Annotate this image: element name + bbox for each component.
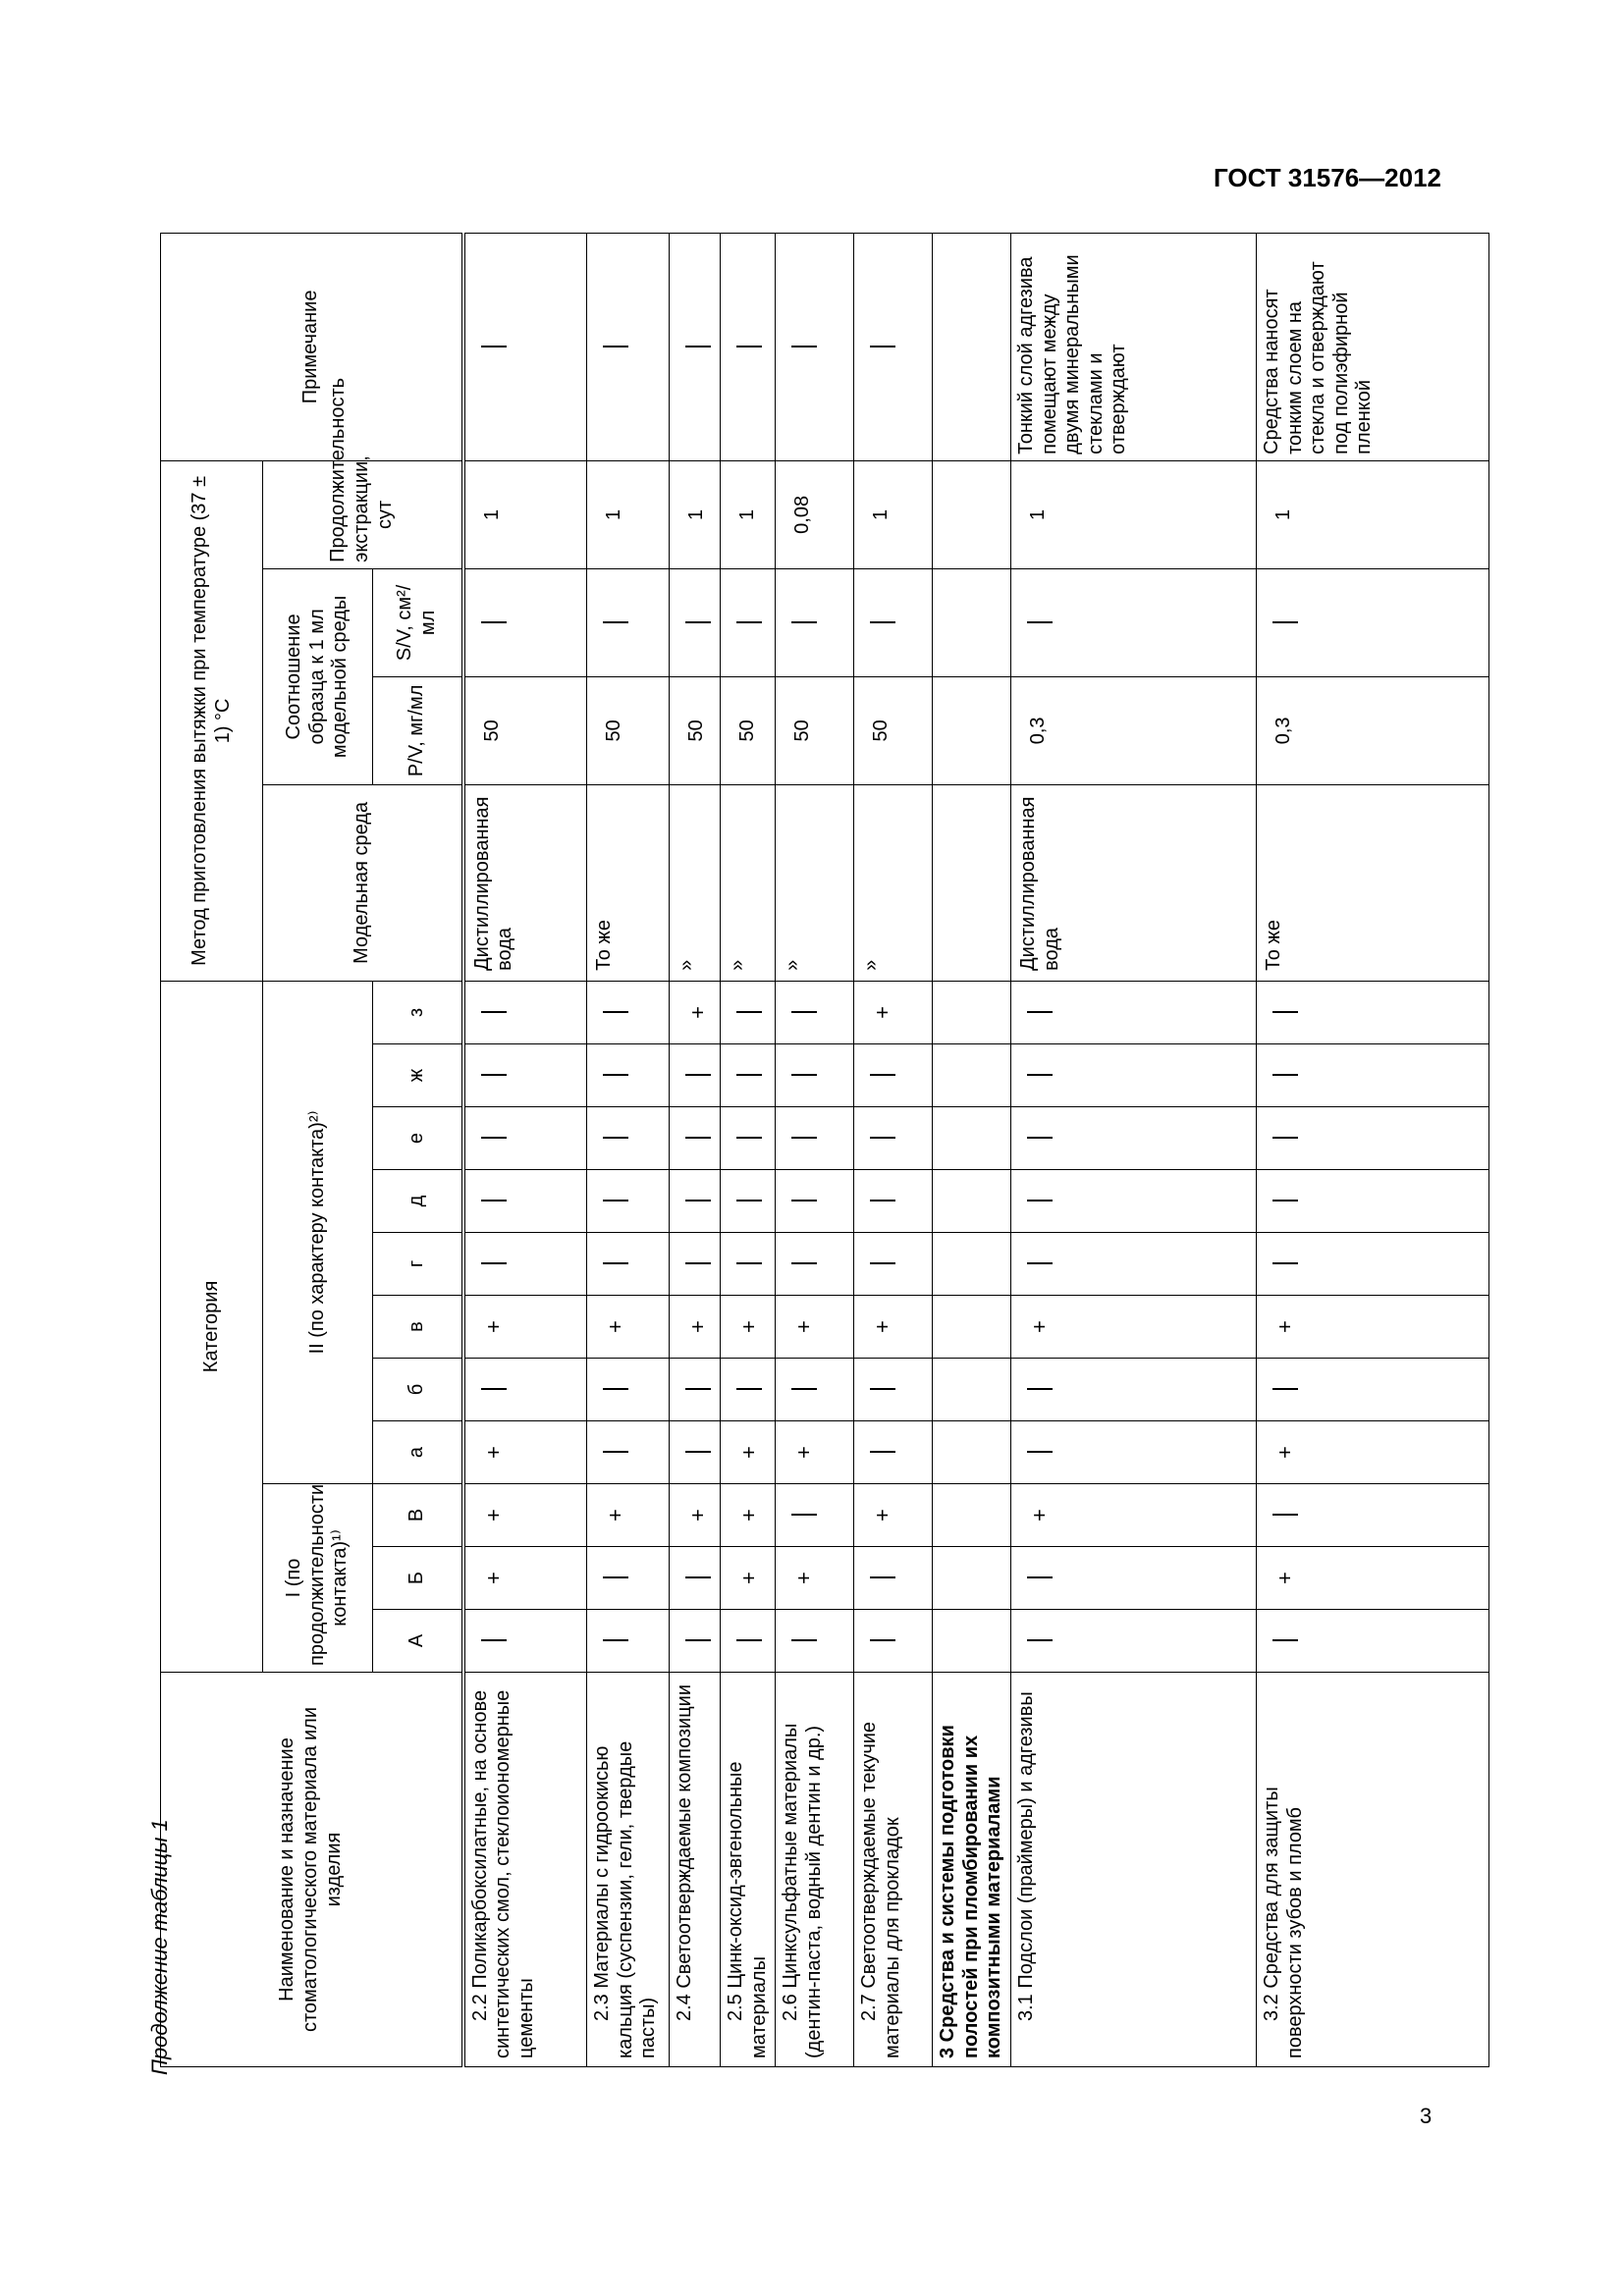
dash-mark (736, 1640, 762, 1642)
category-mark-cell (933, 1359, 1011, 1421)
dash-mark (685, 1263, 711, 1265)
category-mark-cell (854, 1610, 933, 1673)
dash-mark (791, 1201, 817, 1202)
duration-cell (933, 460, 1011, 568)
category-mark-cell (776, 1610, 854, 1673)
dash-mark (603, 1577, 628, 1579)
category-mark-cell (1010, 1484, 1256, 1547)
table-row (670, 233, 721, 2066)
dash-mark (1027, 1263, 1053, 1265)
medium-cell: То же (587, 784, 670, 981)
category-mark-cell (854, 1421, 933, 1484)
category-mark-cell (776, 1484, 854, 1547)
category-mark-cell (463, 1547, 587, 1610)
dash-mark (481, 1389, 507, 1391)
dash-mark (603, 1640, 628, 1642)
category-mark-cell (463, 1610, 587, 1673)
pv-cell: 50 (854, 676, 933, 784)
category-mark-cell (587, 1107, 670, 1170)
plus-mark: + (736, 1509, 761, 1522)
dash-mark (791, 346, 817, 347)
category-mark-cell (670, 981, 721, 1043)
category-mark-cell (854, 1044, 933, 1107)
dash-mark (791, 1640, 817, 1642)
medium-cell: Дистиллированная вода (1010, 784, 1256, 981)
category-mark-cell (587, 1610, 670, 1673)
dash-mark (791, 1389, 817, 1391)
note-cell (776, 233, 854, 460)
header-sv: S/V, см²/мл (373, 568, 463, 676)
dash-mark (603, 1263, 628, 1265)
dash-mark (481, 1138, 507, 1140)
dash-mark (791, 1138, 817, 1140)
category-mark-cell (1256, 1044, 1488, 1107)
category-mark-cell (721, 1421, 776, 1484)
header-cat2-col: з (373, 981, 463, 1043)
table-row (1010, 233, 1256, 2066)
material-name-cell: 3.1 Подслои (праймеры) и адгезивы (1010, 1673, 1256, 2067)
dash-mark (736, 1263, 762, 1265)
category-mark-cell (776, 1233, 854, 1296)
category-mark-cell (1256, 981, 1488, 1043)
dash-mark (685, 1201, 711, 1202)
category-mark-cell (933, 1421, 1011, 1484)
table-row (1256, 233, 1488, 2066)
sv-cell (721, 568, 776, 676)
header-method: Метод приготовления вытяжки при температуре (37 ± 1) °С (161, 460, 263, 981)
dash-mark (685, 1138, 711, 1140)
plus-mark: + (870, 1320, 895, 1333)
category-mark-cell (1256, 1233, 1488, 1296)
category-mark-cell (776, 1107, 854, 1170)
dash-mark (870, 1201, 895, 1202)
category-mark-cell (1010, 1170, 1256, 1233)
dash-mark (736, 1389, 762, 1391)
category-mark-cell (721, 1170, 776, 1233)
category-mark-cell (463, 1107, 587, 1170)
duration-cell: 1 (721, 460, 776, 568)
category-mark-cell (776, 1296, 854, 1359)
category-mark-cell (463, 1359, 587, 1421)
category-mark-cell (1010, 981, 1256, 1043)
category-mark-cell (721, 981, 776, 1043)
category-mark-cell (933, 1296, 1011, 1359)
table-row (463, 233, 587, 2066)
medium-cell: » (776, 784, 854, 981)
category-mark-cell (1010, 1044, 1256, 1107)
dash-mark (685, 346, 711, 347)
header-cat1-col: В (373, 1484, 463, 1547)
dash-mark (736, 1011, 762, 1013)
category-mark-cell (463, 1044, 587, 1107)
category-mark-cell (776, 1044, 854, 1107)
category-mark-cell (463, 1170, 587, 1233)
dash-mark (1027, 1011, 1053, 1013)
material-name-cell: 2.6 Цинксульфатные материалы (дентин-паста, водный дентин и др.) (776, 1673, 854, 2067)
header-note: Примечание (161, 233, 463, 460)
dash-mark (736, 1201, 762, 1202)
category-mark-cell (670, 1484, 721, 1547)
category-mark-cell (721, 1359, 776, 1421)
category-mark-cell (776, 981, 854, 1043)
header-cat2-col: а (373, 1421, 463, 1484)
category-mark-cell (933, 1547, 1011, 1610)
medium-cell: Дистиллированная вода (463, 784, 587, 981)
header-cat1-col: Б (373, 1547, 463, 1610)
category-mark-cell (721, 1296, 776, 1359)
dash-mark (685, 1075, 711, 1077)
category-mark-cell (721, 1107, 776, 1170)
category-mark-cell (933, 1044, 1011, 1107)
dash-mark (870, 1138, 895, 1140)
category-mark-cell (587, 1421, 670, 1484)
dash-mark (603, 1075, 628, 1077)
category-mark-cell (670, 1107, 721, 1170)
category-mark-cell (670, 1170, 721, 1233)
header-duration: Продолжительность экстракции, сут (263, 460, 463, 568)
note-cell (587, 233, 670, 460)
pv-cell: 50 (587, 676, 670, 784)
plus-mark: + (480, 1572, 506, 1584)
dash-mark (1027, 1201, 1053, 1202)
plus-mark: + (480, 1320, 506, 1333)
dash-mark (736, 346, 762, 347)
duration-cell: 1 (1010, 460, 1256, 568)
category-mark-cell (1010, 1421, 1256, 1484)
category-mark-cell (463, 981, 587, 1043)
dash-mark (791, 621, 817, 623)
dash-mark (1272, 1075, 1298, 1077)
material-name-cell: 2.3 Материалы с гидроокисью кальция (суспензии, гели, твердые пасты) (587, 1673, 670, 2067)
header-category: Категория (161, 981, 263, 1672)
dash-mark (791, 1011, 817, 1013)
materials-table (160, 233, 1489, 2067)
table-row (854, 233, 933, 2066)
category-mark-cell (670, 1610, 721, 1673)
dash-mark (603, 1138, 628, 1140)
table-row (776, 233, 854, 2066)
category-mark-cell (854, 1484, 933, 1547)
dash-mark (870, 1263, 895, 1265)
note-cell (670, 233, 721, 460)
dash-mark (1027, 1138, 1053, 1140)
sv-cell (463, 568, 587, 676)
dash-mark (685, 1640, 711, 1642)
dash-mark (481, 1201, 507, 1202)
category-mark-cell (776, 1547, 854, 1610)
category-mark-cell (1256, 1107, 1488, 1170)
duration-cell: 1 (854, 460, 933, 568)
category-mark-cell (1010, 1547, 1256, 1610)
table-continuation-label: Продолжение таблицы 1 (147, 1819, 172, 2075)
dash-mark (1027, 1075, 1053, 1077)
category-mark-cell (854, 1547, 933, 1610)
sv-cell (854, 568, 933, 676)
dash-mark (685, 1389, 711, 1391)
material-name-cell: 2.2 Поликарбоксилатные, на основе синтетических смол, стеклоиономерные цементы (463, 1673, 587, 2067)
dash-mark (791, 1075, 817, 1077)
sv-cell (1256, 568, 1488, 676)
duration-cell: 1 (463, 460, 587, 568)
dash-mark (791, 1515, 817, 1517)
dash-mark (1272, 621, 1298, 623)
category-mark-cell (1256, 1484, 1488, 1547)
medium-cell: » (670, 784, 721, 981)
plus-mark: + (685, 1320, 710, 1333)
dash-mark (603, 1201, 628, 1202)
dash-mark (603, 346, 628, 347)
dash-mark (685, 1577, 711, 1579)
category-mark-cell (587, 981, 670, 1043)
header-medium: Модельная среда (263, 784, 463, 981)
category-mark-cell (587, 1484, 670, 1547)
header-cat2-col: г (373, 1233, 463, 1296)
category-mark-cell (933, 1610, 1011, 1673)
plus-mark: + (1026, 1320, 1052, 1333)
category-mark-cell (721, 1547, 776, 1610)
header-name: Наименование и назначение стоматологического материала или изделия (161, 1673, 463, 2067)
plus-mark: + (685, 1509, 710, 1522)
medium-cell: » (721, 784, 776, 981)
category-mark-cell (670, 1359, 721, 1421)
category-mark-cell (933, 981, 1011, 1043)
sv-cell (670, 568, 721, 676)
dash-mark (603, 621, 628, 623)
header-cat2: II (по характеру контакта)²⁾ (263, 981, 373, 1483)
category-mark-cell (854, 1107, 933, 1170)
plus-mark: + (870, 1006, 895, 1019)
dash-mark (603, 1452, 628, 1454)
table-row (721, 233, 776, 2066)
dash-mark (1272, 1138, 1298, 1140)
header-cat2-col: б (373, 1359, 463, 1421)
sv-cell (587, 568, 670, 676)
sv-cell (933, 568, 1011, 676)
category-mark-cell (1256, 1170, 1488, 1233)
category-mark-cell (1256, 1610, 1488, 1673)
dash-mark (685, 1452, 711, 1454)
dash-mark (870, 346, 895, 347)
medium-cell (933, 784, 1011, 981)
category-mark-cell (721, 1484, 776, 1547)
category-mark-cell (1010, 1610, 1256, 1673)
category-mark-cell (670, 1233, 721, 1296)
header-cat2-col: в (373, 1296, 463, 1359)
plus-mark: + (1271, 1320, 1297, 1333)
dash-mark (481, 1263, 507, 1265)
dash-mark (481, 1011, 507, 1013)
category-mark-cell (587, 1547, 670, 1610)
dash-mark (870, 1389, 895, 1391)
note-cell: Средства наносят тонким слоем на стекла и отверждают под полиэфирной пленкой (1256, 233, 1488, 460)
plus-mark: + (480, 1446, 506, 1459)
dash-mark (1272, 1640, 1298, 1642)
category-mark-cell (463, 1484, 587, 1547)
dash-mark (870, 1075, 895, 1077)
dash-mark (1027, 1452, 1053, 1454)
category-mark-cell (721, 1233, 776, 1296)
category-mark-cell (854, 1170, 933, 1233)
dash-mark (736, 1075, 762, 1077)
dash-mark (1027, 1640, 1053, 1642)
category-mark-cell (670, 1547, 721, 1610)
plus-mark: + (791, 1572, 817, 1584)
dash-mark (1272, 1011, 1298, 1013)
dash-mark (870, 1640, 895, 1642)
dash-mark (1272, 1389, 1298, 1391)
category-mark-cell (1256, 1421, 1488, 1484)
plus-mark: + (736, 1446, 761, 1459)
material-name-cell: 2.4 Светоотверждаемые композиции (670, 1673, 721, 2067)
category-mark-cell (670, 1044, 721, 1107)
dash-mark (1272, 1263, 1298, 1265)
dash-mark (1027, 621, 1053, 623)
duration-cell: 0,08 (776, 460, 854, 568)
dash-mark (870, 621, 895, 623)
material-name-cell: 2.5 Цинк-оксид-эвгенольные материалы (721, 1673, 776, 2067)
category-mark-cell (587, 1233, 670, 1296)
category-mark-cell (1256, 1359, 1488, 1421)
table-row (587, 233, 670, 2066)
category-mark-cell (933, 1107, 1011, 1170)
category-mark-cell (463, 1233, 587, 1296)
category-mark-cell (721, 1044, 776, 1107)
note-cell (854, 233, 933, 460)
category-mark-cell (854, 1359, 933, 1421)
material-name-cell: 2.7 Светоотверждаемые текучие материалы для прокладок (854, 1673, 933, 2067)
category-mark-cell (463, 1296, 587, 1359)
pv-cell: 50 (463, 676, 587, 784)
header-pv: P/V, мг/мл (373, 676, 463, 784)
note-cell: Тонкий слой адгезива помещают между двумя минеральными стеклами и отверждают (1010, 233, 1256, 460)
plus-mark: + (870, 1509, 895, 1522)
dash-mark (791, 1263, 817, 1265)
category-mark-cell (933, 1170, 1011, 1233)
header-cat2-col: е (373, 1107, 463, 1170)
category-mark-cell (1010, 1107, 1256, 1170)
category-mark-cell (721, 1610, 776, 1673)
category-mark-cell (933, 1233, 1011, 1296)
dash-mark (736, 1138, 762, 1140)
pv-cell (933, 676, 1011, 784)
pv-cell: 50 (670, 676, 721, 784)
category-mark-cell (463, 1421, 587, 1484)
category-mark-cell (1010, 1359, 1256, 1421)
category-mark-cell (776, 1359, 854, 1421)
material-name-cell: 3 Средства и системы подготовки полостей при пломбировании их композитными материалами (933, 1673, 1011, 2067)
medium-cell: » (854, 784, 933, 981)
header-cat1: I (по продолжительности контакта)¹⁾ (263, 1484, 373, 1673)
plus-mark: + (1271, 1446, 1297, 1459)
dash-mark (1272, 1515, 1298, 1517)
duration-cell: 1 (1256, 460, 1488, 568)
sv-cell (776, 568, 854, 676)
plus-mark: + (603, 1509, 627, 1522)
sv-cell (1010, 568, 1256, 676)
category-mark-cell (1010, 1233, 1256, 1296)
dash-mark (481, 1640, 507, 1642)
note-cell (463, 233, 587, 460)
dash-mark (1027, 1577, 1053, 1579)
table-row (933, 233, 1011, 2066)
dash-mark (603, 1389, 628, 1391)
header-cat1-col: А (373, 1610, 463, 1673)
page-number: 3 (1420, 2104, 1433, 2128)
category-mark-cell (587, 1170, 670, 1233)
category-mark-cell (854, 1296, 933, 1359)
pv-cell: 0,3 (1256, 676, 1488, 784)
dash-mark (481, 1075, 507, 1077)
note-cell (721, 233, 776, 460)
plus-mark: + (736, 1320, 761, 1333)
dash-mark (870, 1577, 895, 1579)
dash-mark (870, 1452, 895, 1454)
header-cat2-col: д (373, 1170, 463, 1233)
note-cell (933, 233, 1011, 460)
dash-mark (685, 621, 711, 623)
plus-mark: + (791, 1320, 817, 1333)
category-mark-cell (776, 1421, 854, 1484)
category-mark-cell (670, 1296, 721, 1359)
dash-mark (481, 346, 507, 347)
document-code: ГОСТ 31576—2012 (1214, 163, 1441, 192)
plus-mark: + (736, 1572, 761, 1584)
table-body (463, 233, 1489, 2066)
pv-cell: 0,3 (1010, 676, 1256, 784)
category-mark-cell (776, 1170, 854, 1233)
category-mark-cell (587, 1296, 670, 1359)
dash-mark (1272, 1201, 1298, 1202)
medium-cell: То же (1256, 784, 1488, 981)
plus-mark: + (1271, 1572, 1297, 1584)
rotated-table-container (160, 238, 1442, 2067)
plus-mark: + (603, 1320, 627, 1333)
category-mark-cell (854, 981, 933, 1043)
dash-mark (603, 1011, 628, 1013)
header-ratio: Соотношение образца к 1 мл модельной среды (263, 568, 373, 784)
material-name-cell: 3.2 Средства для защиты поверхности зубов и пломб (1256, 1673, 1488, 2067)
plus-mark: + (791, 1446, 817, 1459)
plus-mark: + (480, 1509, 506, 1522)
category-mark-cell (587, 1359, 670, 1421)
pv-cell: 50 (776, 676, 854, 784)
category-mark-cell (854, 1233, 933, 1296)
category-mark-cell (1256, 1547, 1488, 1610)
category-mark-cell (1010, 1296, 1256, 1359)
category-mark-cell (933, 1484, 1011, 1547)
duration-cell: 1 (587, 460, 670, 568)
dash-mark (481, 621, 507, 623)
category-mark-cell (670, 1421, 721, 1484)
category-mark-cell (1256, 1296, 1488, 1359)
duration-cell: 1 (670, 460, 721, 568)
pv-cell: 50 (721, 676, 776, 784)
dash-mark (1027, 1389, 1053, 1391)
dash-mark (736, 621, 762, 623)
plus-mark: + (685, 1006, 710, 1019)
category-mark-cell (587, 1044, 670, 1107)
header-cat2-col: ж (373, 1044, 463, 1107)
plus-mark: + (1026, 1509, 1052, 1522)
